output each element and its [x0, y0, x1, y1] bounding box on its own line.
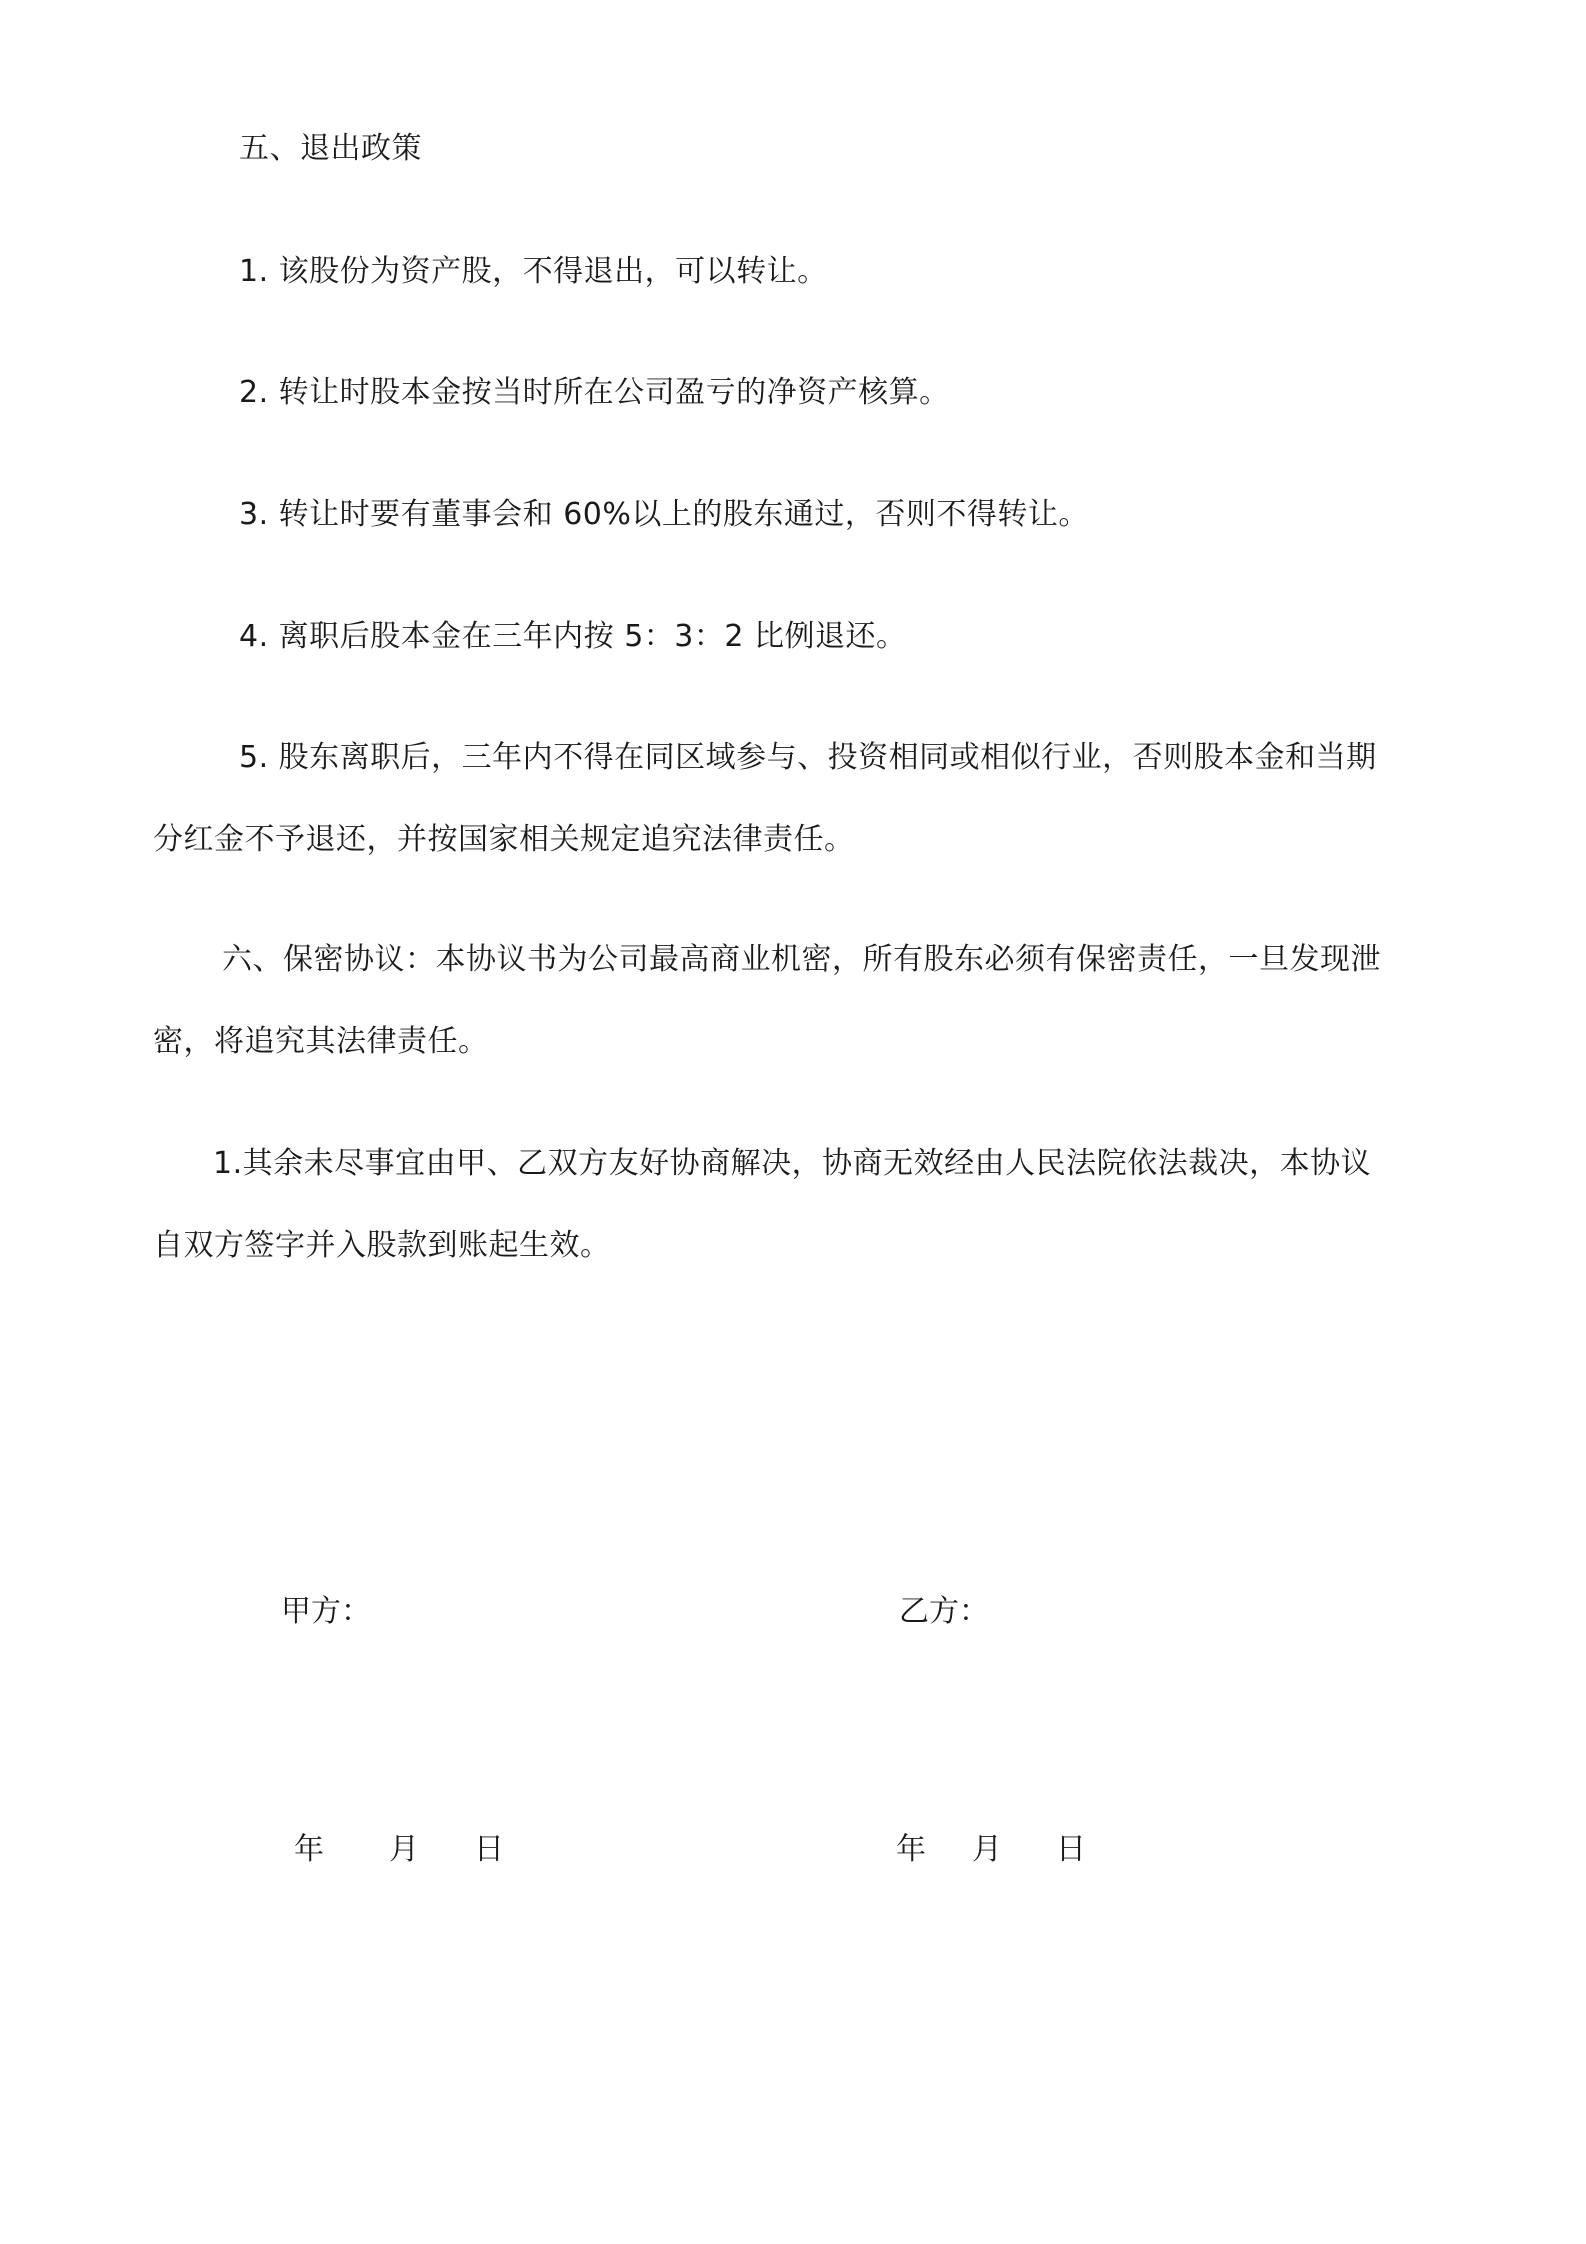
date-day-label: 日	[474, 1832, 504, 1867]
exit-item-1: 1. 该股份为资产股，不得退出，可以转让。	[239, 254, 828, 289]
confidentiality-line-2: 密，将追究其法律责任。	[153, 1024, 489, 1059]
party-a-date	[294, 1830, 534, 1870]
party-a-label: 甲方：	[281, 1594, 371, 1629]
exit-item-5-line-1: 5. 股东离职后，三年内不得在同区域参与、投资相同或相似行业，否则股本金和当期	[239, 740, 1377, 775]
confidentiality-line-1: 六、保密协议：本协议书为公司最高商业机密，所有股东必须有保密责任，一旦发现泄	[222, 942, 1381, 977]
date-day-label: 日	[1056, 1832, 1086, 1867]
misc-clause-line-2: 自双方签字并入股款到账起生效。	[153, 1228, 611, 1263]
misc-clause-line-1: 1.其余未尽事宜由甲、乙双方友好协商解决，协商无效经由人民法院依法裁决，本协议	[213, 1146, 1372, 1181]
date-month-label: 月	[389, 1832, 419, 1867]
date-year-label: 年	[896, 1832, 926, 1867]
section-exit-title: 五、退出政策	[239, 131, 422, 166]
date-year-label: 年	[294, 1832, 324, 1867]
party-b-label: 乙方：	[899, 1594, 989, 1629]
exit-item-3: 3. 转让时要有董事会和 60%以上的股东通过，否则不得转让。	[239, 497, 1089, 532]
date-month-label: 月	[972, 1832, 1002, 1867]
exit-item-2: 2. 转让时股本金按当时所在公司盈亏的净资产核算。	[239, 375, 950, 410]
exit-item-4: 4. 离职后股本金在三年内按 5：3：2 比例退还。	[239, 619, 907, 654]
party-b-date	[896, 1830, 1136, 1870]
exit-item-5-line-2: 分红金不予退还，并按国家相关规定追究法律责任。	[153, 822, 855, 857]
